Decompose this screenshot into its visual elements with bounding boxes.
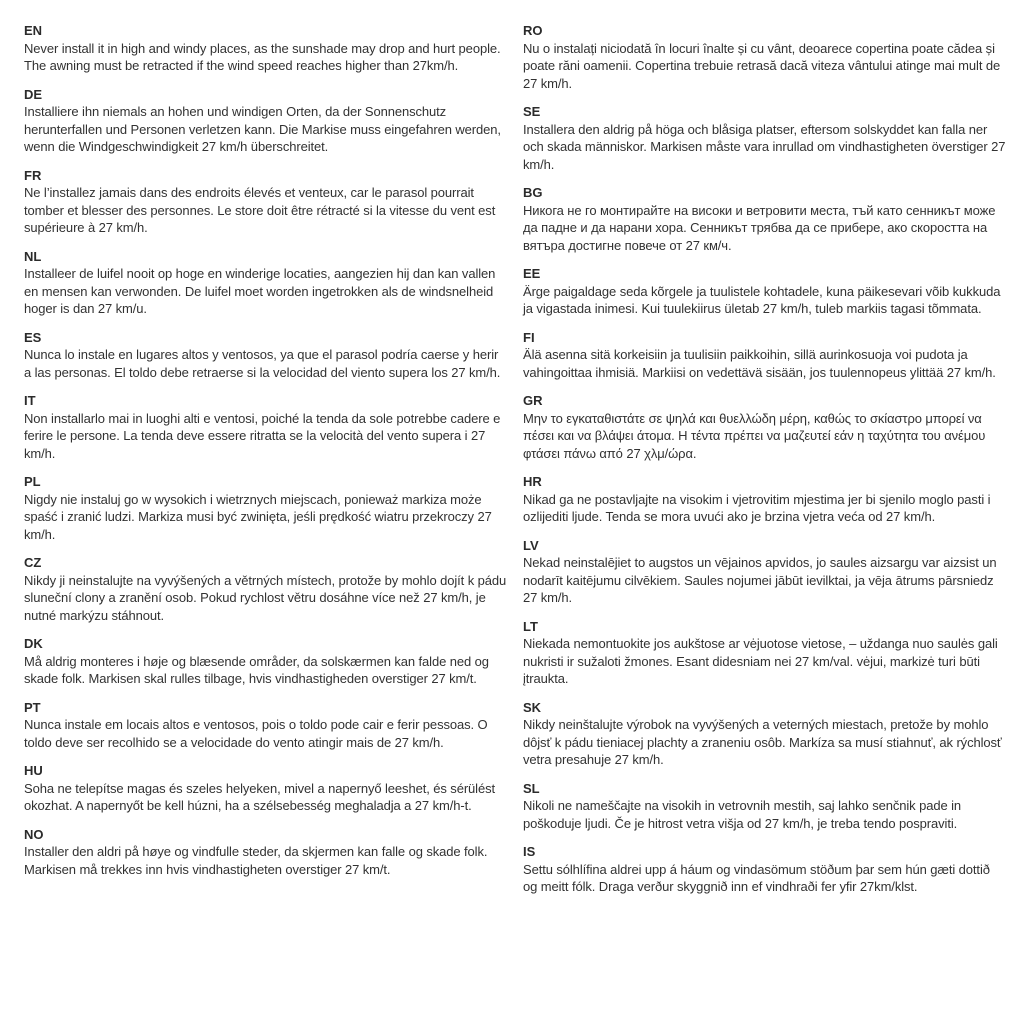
warning-section: [24, 473, 507, 543]
warning-section: [24, 699, 507, 752]
section-text: Ärge paigaldage seda kõrgele ja tuulistele kohtadele, kuna päikesevari võib kukkuda ja vigastada inimesi. Kui tuulekiirus ületab 27 km/h, tuleb markiis tagasi tõmmata.: [523, 283, 1001, 316]
section-text: Installera den aldrig på höga och blåsiga platser, eftersom solskyddet kan falla ner och skada människor. Markisen måste vara inrullad om vindhastigheten överstiger 27 km/h.: [523, 121, 1006, 172]
language-code: ES: [24, 329, 42, 345]
language-code: FR: [24, 167, 42, 183]
warning-section: [24, 329, 507, 382]
warning-section: [24, 554, 507, 624]
language-code: DE: [24, 86, 43, 102]
language-code: IT: [24, 393, 36, 408]
language-code: LT: [523, 618, 538, 634]
section-text: Nu o instalați niciodată în locuri înalte și cu vânt, deoarece copertina poate cădea și poate răni oamenii. Copertina trebuie retrasă dacă viteza vântului atinge mai mult de 27 km/h.: [523, 40, 1001, 91]
language-code: SK: [523, 699, 542, 715]
section-text: Nigdy nie instaluj go w wysokich i wietrznych miejscach, ponieważ markiza może spaść i zranić ludzi. Markiza musi być zwinięta, jeśli prędkość wiatru przekroczy 27 km/h.: [24, 491, 492, 542]
warning-section: [24, 248, 507, 318]
language-code: FI: [523, 329, 535, 345]
section-text: Ne l’installez jamais dans des endroits élevés et venteux, car le parasol pourrait tomber et blesser des personnes. Le store doit être rétracté si la vitesse du vent est supérieure à 27 km/h.: [24, 185, 496, 235]
language-code: SL: [523, 780, 540, 796]
warning-section: [523, 473, 1006, 526]
warning-section: [523, 699, 1006, 769]
warning-section: [523, 22, 1006, 92]
language-code: EE: [523, 266, 541, 281]
section-text: Nikdy ji neinstalujte na vyvýšených a větrných místech, protože by mohlo dojít k pádu sluneční clony a zranění osob. Pokud rychlost větru dosáhne více než 27 km/h, je nutné markýzu stáhnout.: [24, 572, 507, 623]
column-right: [523, 22, 1006, 1024]
section-text: Installer den aldri på høye og vindfulle steder, da skjermen kan falle og skade folk. Markisen må trekkes inn hvis vindhastigheten overstiger 27 km/t.: [24, 844, 488, 877]
section-text: Soha ne telepítse magas és szeles helyeken, mivel a napernyő leeshet, és sérülést okozhat. A napernyőt be kell húzni, ha a szélsebesség meghaladja a 27 km/h-t.: [24, 780, 496, 813]
language-code: LV: [523, 537, 539, 553]
section-text: Installiere ihn niemals an hohen und windigen Orten, da der Sonnenschutz herunterfallen und Personen verletzen kann. Die Markise muss eingefahren werden, wenn die Windgeschwindigkeit 27 km/h überschreitet.: [24, 104, 501, 154]
warning-section: [24, 392, 507, 462]
section-text: Nikdy neinštalujte výrobok na vyvýšených a veterných miestach, pretože by mohlo dôjsť k pádu tieniacej plachty a zraneniu osôb. Markíza sa musí stiahnuť, ak rýchlosť vetra presahuje 27 km/h.: [523, 717, 1002, 767]
language-code: NO: [24, 826, 44, 842]
warning-section: [24, 167, 507, 237]
warning-section: [24, 86, 507, 156]
section-text: Älä asenna sitä korkeisiin ja tuulisiin paikkoihin, sillä aurinkosuoja voi pudota ja vahingoittaa ihmisiä. Markiisi on vedettävä sisään, jos tuulennopeus ylittää 27 km/h.: [523, 347, 996, 380]
section-text: Nikad ga ne postavljajte na visokim i vjetrovitim mjestima jer bi sjenilo moglo pasti i ozlijediti ljude. Tenda se mora uvući ako je brzina vjetra veća od 27 km/h.: [523, 491, 991, 524]
warning-section: [24, 635, 507, 688]
warning-section: [523, 392, 1006, 462]
warning-section: [523, 537, 1006, 607]
language-code: GR: [523, 393, 543, 408]
language-code: SE: [523, 104, 541, 119]
language-code: IS: [523, 844, 536, 859]
section-text: Nunca instale em locais altos e ventosos, pois o toldo pode cair e ferir pessoas. O toldo deve ser recolhido se a velocidade do vento atingir mais de 27 km/h.: [24, 717, 488, 750]
section-text: Nikoli ne nameščajte na visokih in vetrovnih mestih, saj lahko senčnik pade in poškoduje ljudi. Če je hitrost vetra višja od 27 km/h, je treba tendo pospraviti.: [523, 798, 962, 831]
warning-section: [523, 843, 1006, 896]
section-text: Never install it in high and windy places, as the sunshade may drop and hurt people. The awning must be retracted if the wind speed reaches higher than 27km/h.: [24, 40, 501, 73]
section-text: Никога не го монтирайте на високи и ветровити места, тъй като сенникът може да падне и да нарани хора. Сенникът трябва да се прибере, ако скоростта на вятъра достигне повече от 27 км/ч.: [523, 202, 996, 253]
warning-section: [523, 618, 1006, 688]
warning-section: [523, 103, 1006, 173]
section-text: Installeer de luifel nooit op hoge en winderige locaties, aangezien hij dan kan vallen en mensen kan verwonden. De luifel moet worden ingetrokken als de windsnelheid hoger is dan 27 km/u.: [24, 266, 496, 316]
language-code: BG: [523, 185, 543, 200]
warning-section: [24, 762, 507, 815]
language-code: DK: [24, 636, 43, 651]
section-text: Niekada nemontuokite jos aukštose ar vėjuotose vietose, – uždanga nuo saulės gali nukristi ir sužaloti žmones. Esant didesniam nei 27 km/val. vėjui, markizė turi būti įtraukta.: [523, 636, 998, 686]
language-code: HR: [523, 474, 542, 489]
section-text: Settu sólhlífina aldrei upp á háum og vindasömum stöðum þar sem hún gæti dottið og meitt fólk. Draga verður skyggnið inn ef vindhraði fer yfir 27km/klst.: [523, 861, 990, 894]
section-text: Må aldrig monteres i høje og blæsende områder, da solskærmen kan falde ned og skade folk. Markisen skal rulles tilbage, hvis vindhastigheden overstiger 27 km/t.: [24, 653, 489, 686]
warning-section: [523, 265, 1006, 318]
language-code: HU: [24, 763, 43, 778]
warning-section: [523, 780, 1006, 833]
column-left: [24, 22, 507, 1024]
section-text: Nunca lo instale en lugares altos y ventosos, ya que el parasol podría caerse y herir a las personas. El toldo debe retraerse si la velocidad del viento supera los 27 km/h.: [24, 347, 501, 380]
section-text: Non installarlo mai in luoghi alti e ventosi, poiché la tenda da sole potrebbe cadere e ferire le persone. La tenda deve essere ritratta se la velocità del vento supera i 27 km/h.: [24, 410, 501, 461]
language-code: CZ: [24, 555, 42, 570]
language-code: RO: [523, 23, 543, 38]
warning-section: [24, 826, 507, 879]
language-code: EN: [24, 23, 43, 38]
language-code: PL: [24, 474, 41, 489]
section-text: Nekad neinstalējiet to augstos un vējainos apvidos, jo saules aizsargu var aizsist un nodarīt kaitējumu cilvēkiem. Saules nojumei jābūt ievilktai, ja vēja ātrums pārsniedz 27 km/h.: [523, 555, 997, 605]
language-code: NL: [24, 248, 42, 264]
warning-section: [523, 329, 1006, 382]
warning-section: [24, 22, 507, 75]
section-text: Μην το εγκαταθιστάτε σε ψηλά και θυελλώδη μέρη, καθώς το σκίαστρο μπορεί να πέσει και να βλάψει άτομα. Η τέντα πρέπει να μαζευτεί εάν η ταχύτητα του ανέμου φτάσει πάνω από 27 χλμ/ώρα.: [523, 410, 986, 461]
language-code: PT: [24, 699, 41, 715]
warning-section: [523, 184, 1006, 254]
